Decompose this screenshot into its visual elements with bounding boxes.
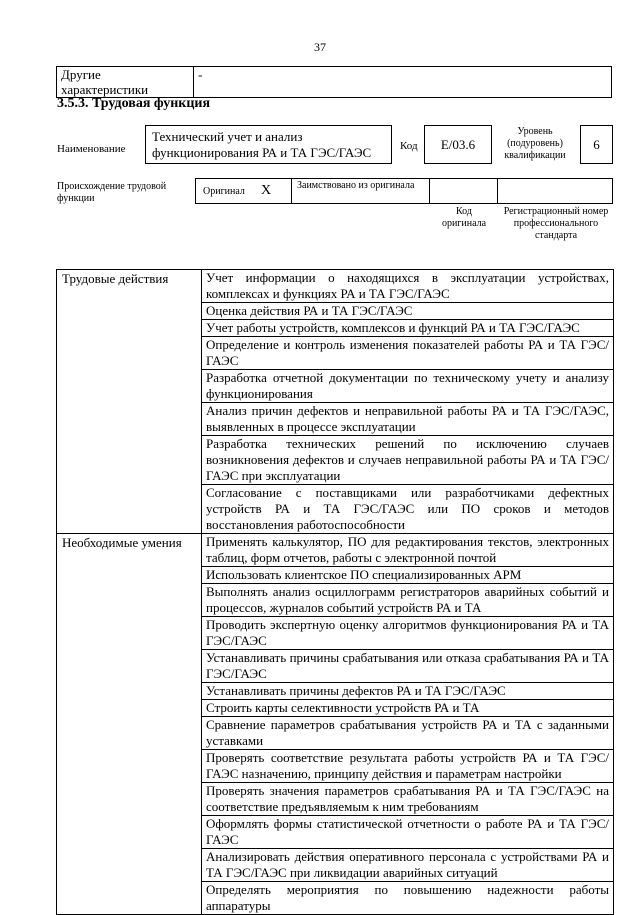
code-label: Код: [400, 140, 418, 152]
other-characteristics-value: -: [194, 67, 612, 98]
table-cell: Определение и контроль изменения показателей работы РА и ТА ГЭС/ГАЭС: [202, 337, 614, 370]
table-cell: Учет работы устройств, комплексов и функций РА и ТА ГЭС/ГАЭС: [202, 320, 614, 337]
origin-divider: [612, 179, 613, 204]
table-cell: Оценка действия РА и ТА ГЭС/ГАЭС: [202, 303, 614, 320]
name-label: Наименование: [57, 143, 126, 155]
original-label: Оригинал: [203, 186, 245, 197]
table-cell: Проверять соответствие результата работы устройств РА и ТА ГЭС/ГАЭС назначению, принципу действия и параметрам настройки: [202, 750, 614, 783]
qualification-level-value: 6: [593, 137, 600, 152]
code-value: E/03.6: [440, 137, 476, 152]
labor-actions-label: Трудовые действия: [57, 270, 202, 534]
code-original-label: Код оригинала: [441, 206, 487, 229]
table-cell: Согласование с поставщиками или разработчиками дефектных устройств РА и ТА ГЭС/ГАЭС или ПО сроков и методов восстановления работоспособности: [202, 485, 614, 534]
function-name-value: Технический учет и анализ функционирования РА и ТА ГЭС/ГАЭС: [152, 129, 372, 160]
table-cell: Устанавливать причины дефектов РА и ТА ГЭС/ГАЭС: [202, 683, 614, 700]
origin-divider: [195, 179, 196, 204]
table-row: [57, 534, 614, 567]
table-cell: Оформлять формы статистической отчетности о работе РА и ТА ГЭС/ГАЭС: [202, 816, 614, 849]
origin-divider: [497, 179, 498, 204]
table-cell: Строить карты селективности устройств РА и ТА: [202, 700, 614, 717]
table-row: [57, 270, 614, 303]
table-cell: Анализировать действия оперативного персонала с устройствами РА и ТА ГЭС/ГАЭС при ликвидации аварийных ситуаций: [202, 849, 614, 882]
original-checkmark: X: [261, 183, 272, 198]
table-cell: Проводить экспертную оценку алгоритмов функционирования РА и ТА ГЭС/ГАЭС: [202, 617, 614, 650]
origin-divider: [291, 179, 292, 204]
origin-row: [195, 178, 613, 204]
table-cell: Анализ причин дефектов и неправильной работы РА и ТА ГЭС/ГАЭС, выявленных в процессе эксплуатации: [202, 403, 614, 436]
work-function-table: [56, 269, 614, 915]
other-characteristics-label: Другие характеристики: [57, 67, 194, 98]
table-cell: Учет информации о находящихся в эксплуатации устройствах, комплексах и функциях РА и ТА ГЭС/ГАЭС: [202, 270, 614, 303]
reg-number-label: Регистрационный номер профессионального стандарта: [503, 206, 609, 241]
qualification-level-box: [580, 125, 613, 164]
origin-divider: [429, 179, 430, 204]
code-box: [424, 125, 492, 164]
table-cell: Использовать клиентское ПО специализированных АРМ: [202, 567, 614, 584]
section-title: 3.5.3. Трудовая функция: [57, 96, 211, 111]
page-number: 37: [314, 40, 326, 54]
table-cell: Сравнение параметров срабатывания устройств РА и ТА с заданными уставками: [202, 717, 614, 750]
function-name-box: [145, 125, 392, 164]
origin-label: Происхождение трудовой функции: [57, 181, 167, 204]
table-cell: Определять мероприятия по повышению надежности работы аппаратуры: [202, 882, 614, 915]
table-cell: Разработка отчетной документации по техническому учету и анализу функционирования: [202, 370, 614, 403]
table-cell: Разработка технических решений по исключению случаев возникновения дефектов и случаев неправильной работы РА и ТА ГЭС/ГАЭС при эксплуатации: [202, 436, 614, 485]
other-characteristics-table: [56, 66, 612, 98]
table-cell: Устанавливать причины срабатывания или отказа срабатывания РА и ТА ГЭС/ГАЭС: [202, 650, 614, 683]
borrowed-label: Заимствовано из оригинала: [297, 180, 415, 191]
table-cell: Применять калькулятор, ПО для редактирования текстов, электронных таблиц, форм отчетов, работы с электронной почтой: [202, 534, 614, 567]
required-skills-label: Необходимые умения: [57, 534, 202, 915]
table-cell: Проверять значения параметров срабатывания РА и ТА ГЭС/ГАЭС на соответствие предъявляемым к ним требованиям: [202, 783, 614, 816]
table-cell: Выполнять анализ осциллограмм регистраторов аварийных событий и процессов, журналов событий устройств РА и ТА: [202, 584, 614, 617]
qualification-level-label: Уровень (подуровень) квалификации: [504, 126, 566, 161]
